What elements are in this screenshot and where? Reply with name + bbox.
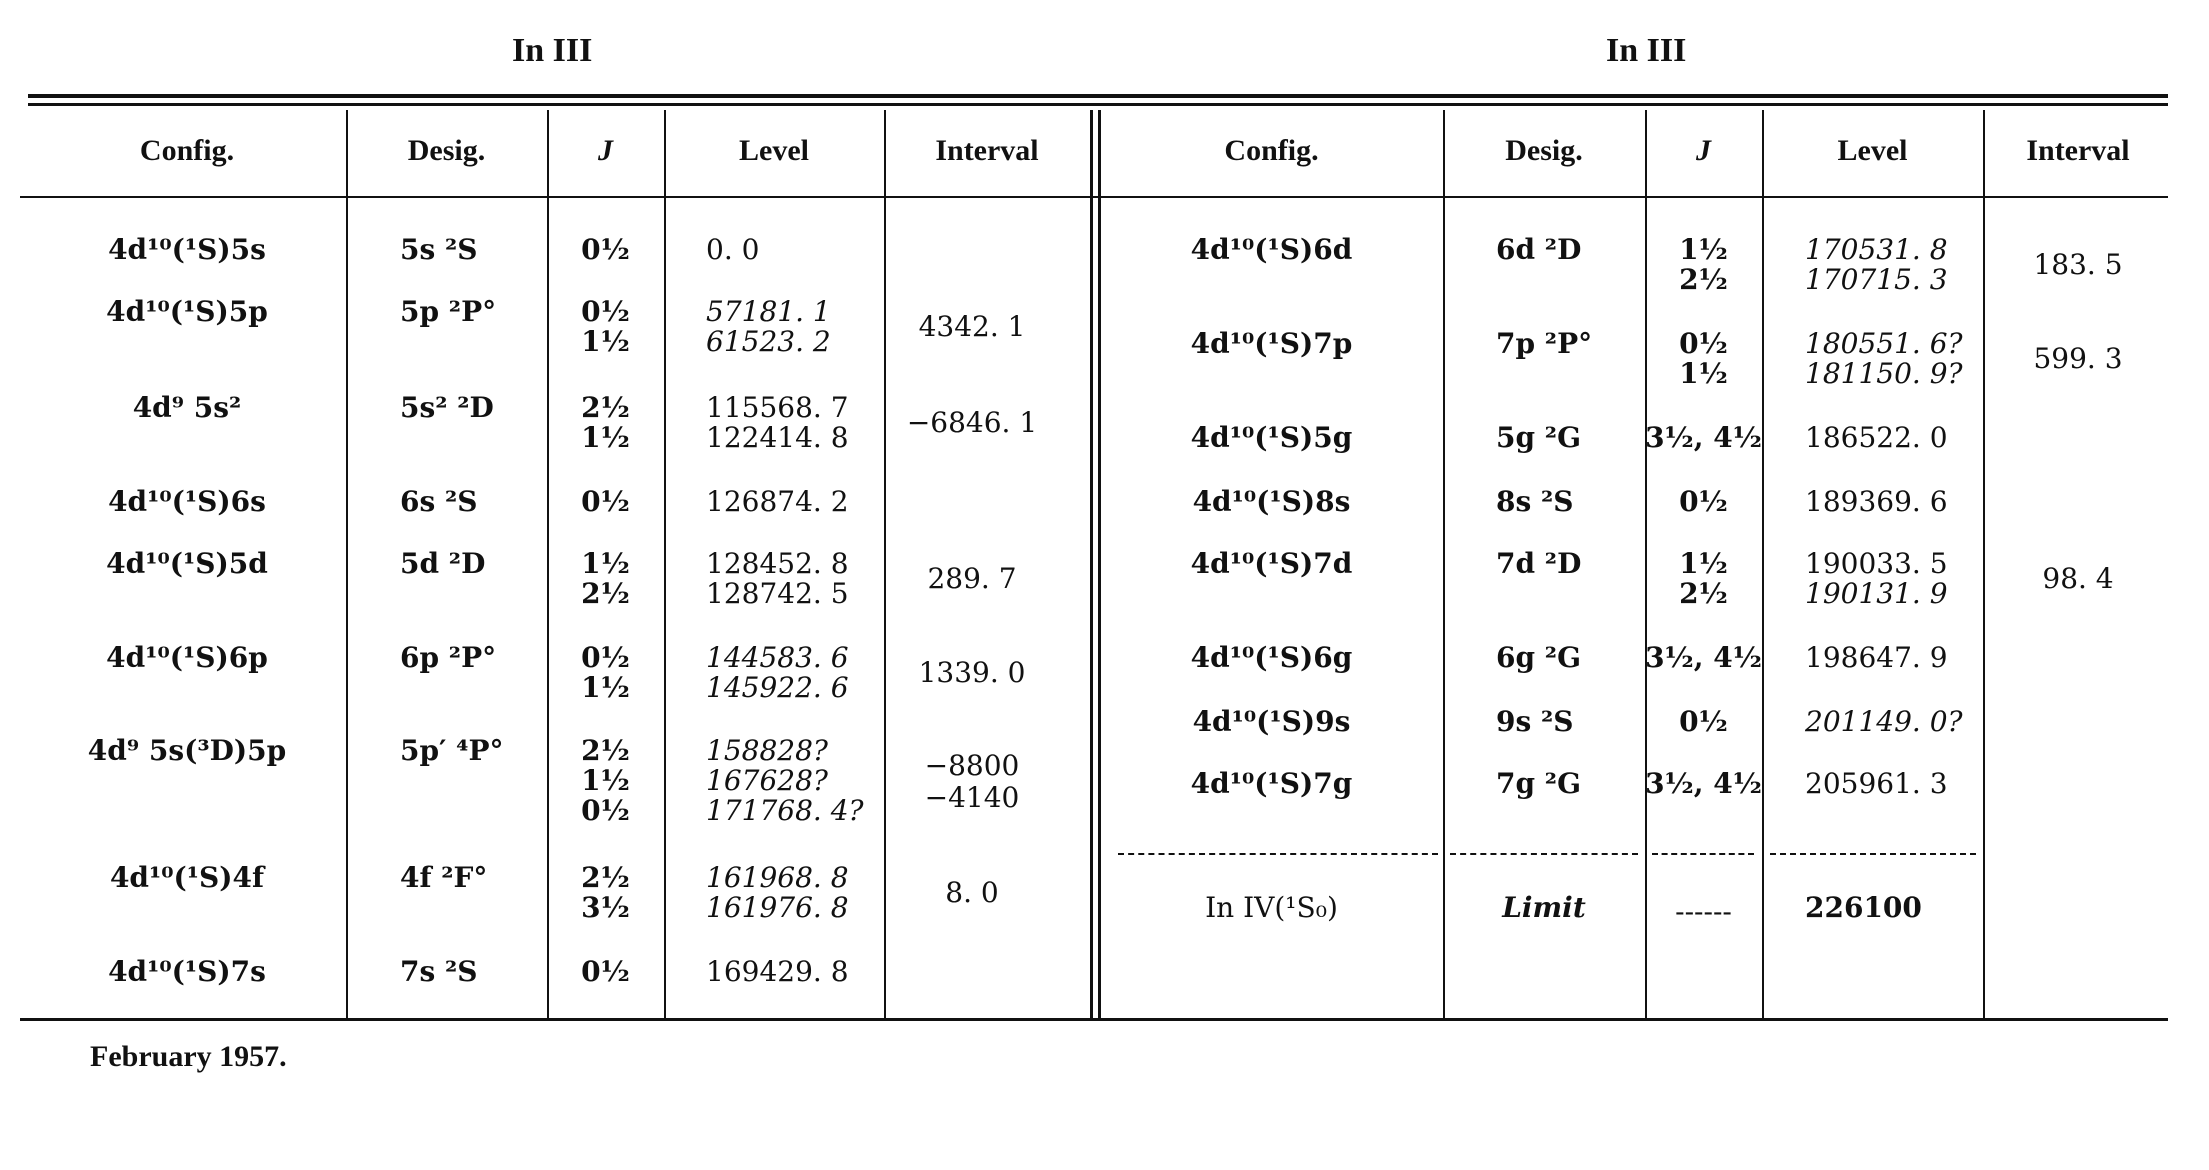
- config-cell: 4d¹⁰(¹S)6s: [108, 485, 266, 518]
- desig-cell: 4f ²F°: [400, 861, 488, 894]
- level-cell: 171768. 4?: [706, 794, 864, 827]
- center-double-divider: [1090, 110, 1093, 1018]
- level-cell: 190033. 5: [1805, 547, 1948, 580]
- top-double-rule-1: [28, 94, 2168, 98]
- header-desig: Desig.: [407, 134, 486, 167]
- level-cell: 161976. 8: [706, 891, 849, 924]
- j-cell: 3½, 4½: [1645, 767, 1762, 800]
- level-cell: 201149. 0?: [1805, 705, 1963, 738]
- config-cell: 4d¹⁰(¹S)5d: [106, 547, 268, 580]
- config-cell: 4d⁹ 5s²: [132, 391, 242, 424]
- limit-desig: Limit: [1502, 891, 1586, 924]
- col-divider: [346, 110, 348, 1018]
- config-cell: 4d¹⁰(¹S)8s: [1192, 485, 1351, 518]
- limit-separator: [1450, 853, 1638, 855]
- limit-separator: [1770, 853, 1976, 855]
- j-cell: 1½: [581, 547, 630, 580]
- config-cell: 4d¹⁰(¹S)7d: [1190, 547, 1353, 580]
- desig-cell: 6d ²D: [1496, 233, 1582, 266]
- limit-config: In IV(¹S₀): [1205, 891, 1338, 924]
- interval-cell: 4342. 1: [918, 310, 1026, 343]
- level-cell: 115568. 7: [706, 391, 849, 424]
- j-cell: 2½: [1679, 263, 1728, 296]
- desig-cell: 5p′ ⁴P°: [400, 734, 504, 767]
- j-cell: 0½: [1679, 327, 1728, 360]
- level-cell: 144583. 6: [706, 641, 849, 674]
- header-desig: Desig.: [1505, 134, 1583, 167]
- level-cell: 126874. 2: [706, 485, 849, 518]
- desig-cell: 8s ²S: [1496, 485, 1574, 518]
- config-cell: 4d¹⁰(¹S)6g: [1190, 641, 1353, 674]
- level-cell: 170715. 3: [1805, 263, 1948, 296]
- level-cell: 128452. 8: [706, 547, 849, 580]
- header-j: J: [1696, 134, 1711, 167]
- footer-date: February 1957.: [90, 1040, 287, 1073]
- interval-cell: 599. 3: [2033, 342, 2123, 375]
- interval-cell: −8800 −4140: [924, 749, 1020, 814]
- j-cell: 1½: [581, 421, 630, 454]
- level-cell: 145922. 6: [706, 671, 849, 704]
- desig-cell: 6g ²G: [1496, 641, 1581, 674]
- j-cell: 2½: [1679, 577, 1728, 610]
- interval-cell: 98. 4: [2042, 562, 2114, 595]
- limit-separator: [1652, 853, 1754, 855]
- j-cell: 0½: [1679, 705, 1728, 738]
- desig-cell: 5s ²S: [400, 233, 478, 266]
- interval-cell: 183. 5: [2033, 248, 2123, 281]
- header-rule: [20, 196, 2168, 198]
- config-cell: 4d¹⁰(¹S)5p: [106, 295, 268, 328]
- j-cell: 1½: [581, 764, 630, 797]
- desig-cell: 5d ²D: [400, 547, 486, 580]
- desig-cell: 7p ²P°: [1496, 327, 1593, 360]
- level-cell: 61523. 2: [706, 325, 831, 358]
- level-cell: 128742. 5: [706, 577, 849, 610]
- interval-cell: 289. 7: [927, 562, 1017, 595]
- j-cell: 1½: [1679, 233, 1728, 266]
- config-cell: 4d¹⁰(¹S)7p: [1190, 327, 1353, 360]
- level-cell: 205961. 3: [1805, 767, 1948, 800]
- level-cell: 158828?: [706, 734, 828, 767]
- config-cell: 4d¹⁰(¹S)9s: [1192, 705, 1351, 738]
- header-interval: Interval: [935, 134, 1039, 167]
- col-divider: [664, 110, 666, 1018]
- header-config: Config.: [1224, 134, 1319, 167]
- level-cell: 170531. 8: [1805, 233, 1948, 266]
- desig-cell: 7g ²G: [1496, 767, 1581, 800]
- desig-cell: 5g ²G: [1496, 421, 1581, 454]
- j-cell: 0½: [581, 955, 630, 988]
- j-cell: 0½: [581, 295, 630, 328]
- level-cell: 189369. 6: [1805, 485, 1948, 518]
- level-cell: 167628?: [706, 764, 828, 797]
- j-cell: 1½: [1679, 547, 1728, 580]
- j-cell: 0½: [581, 485, 630, 518]
- level-cell: 190131. 9: [1805, 577, 1948, 610]
- desig-cell: 6p ²P°: [400, 641, 497, 674]
- j-cell: 2½: [581, 734, 630, 767]
- j-cell: 0½: [581, 233, 630, 266]
- j-cell: 1½: [1679, 357, 1728, 390]
- config-cell: 4d¹⁰(¹S)4f: [109, 861, 265, 894]
- top-double-rule-2: [28, 103, 2168, 106]
- col-divider: [1443, 110, 1445, 1018]
- header-level: Level: [739, 134, 809, 167]
- j-cell: 0½: [1679, 485, 1728, 518]
- desig-cell: 7d ²D: [1496, 547, 1582, 580]
- level-cell: 186522. 0: [1805, 421, 1948, 454]
- header-level: Level: [1837, 134, 1908, 167]
- config-cell: 4d¹⁰(¹S)6d: [1190, 233, 1353, 266]
- level-cell: 122414. 8: [706, 421, 849, 454]
- config-cell: 4d¹⁰(¹S)7g: [1190, 767, 1353, 800]
- limit-separator: [1118, 853, 1438, 855]
- header-interval: Interval: [2026, 134, 2130, 167]
- interval-cell: 1339. 0: [918, 656, 1026, 689]
- desig-cell: 6s ²S: [400, 485, 478, 518]
- j-cell: 3½: [581, 891, 630, 924]
- interval-cell: 8. 0: [945, 876, 999, 909]
- j-cell: 2½: [581, 577, 630, 610]
- config-cell: 4d⁹ 5s(³D)5p: [87, 734, 287, 767]
- j-cell: 1½: [581, 671, 630, 704]
- desig-cell: 7s ²S: [400, 955, 478, 988]
- j-cell: 3½, 4½: [1645, 421, 1762, 454]
- col-divider: [1762, 110, 1764, 1018]
- j-cell: 3½, 4½: [1645, 641, 1762, 674]
- level-cell: 169429. 8: [706, 955, 849, 988]
- level-cell: 161968. 8: [706, 861, 849, 894]
- header-j: J: [598, 134, 613, 167]
- j-cell: 0½: [581, 641, 630, 674]
- level-cell: 180551. 6?: [1805, 327, 1963, 360]
- config-cell: 4d¹⁰(¹S)5s: [108, 233, 266, 266]
- j-cell: 2½: [581, 861, 630, 894]
- j-cell: 0½: [581, 794, 630, 827]
- desig-cell: 5s² ²D: [400, 391, 494, 424]
- header-config: Config.: [139, 134, 235, 167]
- config-cell: 4d¹⁰(¹S)7s: [108, 955, 266, 988]
- desig-cell: 9s ²S: [1496, 705, 1574, 738]
- level-cell: 57181. 1: [706, 295, 831, 328]
- bottom-rule: [20, 1018, 2168, 1021]
- right-table-title: In III: [1606, 32, 1687, 69]
- left-table-title: In III: [512, 32, 593, 69]
- j-cell: 2½: [581, 391, 630, 424]
- desig-cell: 5p ²P°: [400, 295, 497, 328]
- j-cell: 1½: [581, 325, 630, 358]
- level-cell: 0. 0: [706, 233, 760, 266]
- config-cell: 4d¹⁰(¹S)5g: [1190, 421, 1353, 454]
- level-cell: 198647. 9: [1805, 641, 1948, 674]
- level-cell: 181150. 9?: [1805, 357, 1963, 390]
- limit-j: ------: [1675, 895, 1732, 928]
- limit-level: 226100: [1805, 891, 1922, 924]
- interval-cell: −6846. 1: [906, 406, 1038, 439]
- config-cell: 4d¹⁰(¹S)6p: [106, 641, 268, 674]
